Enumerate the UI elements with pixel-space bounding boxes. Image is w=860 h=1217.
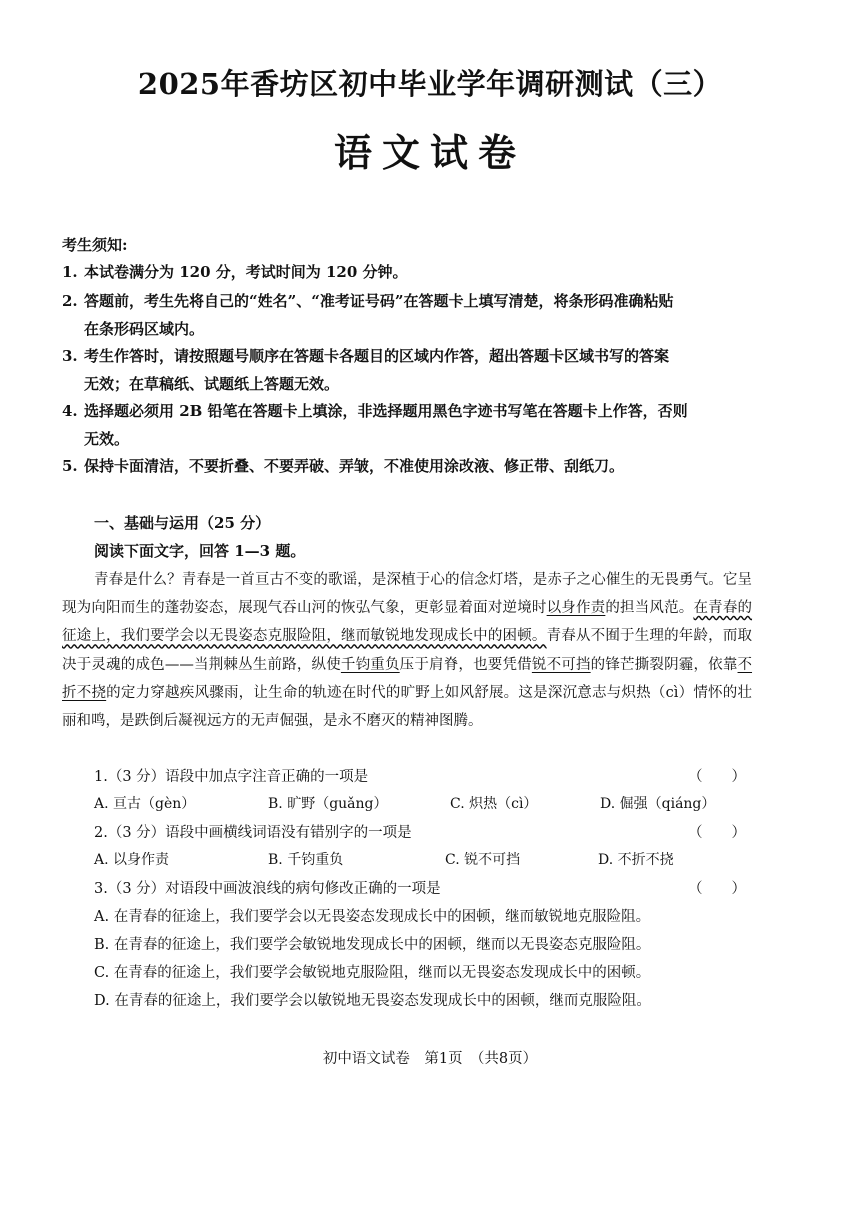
reading-passage: [62, 566, 752, 735]
notice-item-text: 本试卷满分为 120 分，考试时间为 120 分钟。: [84, 263, 408, 281]
notice-item-number: 4.: [62, 402, 78, 420]
option-d: D. 在青春的征途上，我们要学会以敏锐地无畏姿态发现成长中的困顿，继而克服险阻。: [94, 993, 651, 1009]
notice-item-number: 5.: [62, 457, 78, 475]
notice-item-2: [62, 287, 762, 343]
notice-item-4: [62, 397, 762, 453]
notice-item-text: 保持卡面清洁，不要折叠、不要弄破、弄皱，不准使用涂改液、修正带、刮纸刀。: [84, 457, 625, 475]
question-2: [94, 821, 754, 842]
notice-item-text: 选择题必须用 2B 铅笔在答题卡上填涂，非选择题用黑色字迹书写笔在答题卡上作答，否则: [84, 402, 688, 420]
passage-text: 的锋芒撕裂阴霾，依靠: [590, 656, 738, 673]
notice-item-number: 3.: [62, 347, 78, 365]
question-3: [94, 877, 754, 898]
underlined-phrase: 不折不挠: [62, 656, 753, 701]
option-a: A. 以身作责: [94, 852, 170, 868]
notice-item-3: [62, 342, 762, 398]
option-a: A. 在青春的征途上，我们要学会以无畏姿态发现成长中的困顿，继而敏锐地克服险阻。: [94, 909, 651, 925]
option-d: D. 倔强（qiáng）: [600, 796, 716, 812]
exam-subject-title: 语文试卷: [333, 130, 526, 175]
passage-text: 的定力穿越疾风骤雨，让生命的轨迹在时代的旷野上如风舒展。这是深沉意志与炽热（cì）情怀的壮丽和鸣，是跌倒后凝视远方的无声倔强，是永不磨灭的精神图腾。: [62, 684, 752, 730]
underlined-phrase: 以身作责: [546, 600, 606, 617]
option-c: C. 锐不可挡: [445, 852, 521, 868]
passage-text: 压于肩脊，也要凭借: [399, 656, 532, 673]
notice-item-5: [62, 452, 762, 480]
passage-text: 青春从不囿于生理的年龄，而取决于灵魂的成色——当荆棘丛生前路，纵使: [62, 628, 753, 673]
question-stem: 3.（3 分）对语段中画波浪线的病句修改正确的一项是: [94, 881, 441, 897]
reading-instruction: 阅读下面文字，回答 1—3 题。: [94, 542, 306, 560]
notice-item-number: 2.: [62, 292, 78, 310]
notice-item-1: [62, 258, 762, 286]
question-stem: 2.（3 分）语段中画横线词语没有错别字的一项是: [94, 825, 412, 841]
question-stem: 1.（3 分）语段中加点字注音正确的一项是: [94, 769, 369, 785]
section-heading: 一、基础与运用（25 分）: [94, 514, 271, 532]
notice-item-text-cont: 无效。: [84, 430, 130, 448]
option-a: A. 亘古（gèn）: [94, 796, 196, 812]
passage-text: 的担当风范。: [605, 600, 694, 617]
wavy-underlined-sentence: 在青春的征途上，我们要学会以无畏姿态克服险阻，继而敏锐地发现成长中的困顿。: [62, 600, 753, 645]
option-d: D. 不折不挠: [598, 852, 674, 868]
notice-item-text: 答题前，考生先将自己的“姓名”、“准考证号码”在答题卡上填写清楚，将条形码准确粘贴: [84, 292, 674, 310]
question-1: [94, 765, 754, 786]
option-b: B. 旷野（guǎng）: [268, 796, 388, 812]
notice-item-number: 1.: [62, 263, 78, 281]
notice-item-text-cont: 无效；在草稿纸、试题纸上答题无效。: [84, 375, 340, 393]
passage-text: 青春是什么？青春是一首亘古不变的歌谣，是深植于心的信念灯塔，是赤子之心催生的无畏勇气。它呈现为向阳而生的蓬勃姿态，展现气吞山河的恢弘气象，更彰显着面对逆境时: [62, 572, 752, 617]
underlined-phrase: 千钧重负: [340, 656, 400, 673]
notice-item-text-cont: 在条形码区域内。: [84, 320, 205, 338]
page-footer: 初中语文试卷 第1页 （共8页）: [322, 1051, 538, 1067]
answer-parentheses: （ ）: [688, 881, 746, 897]
notice-item-text: 考生作答时，请按照题号顺序在答题卡各题目的区域内作答，超出答题卡区域书写的答案: [84, 347, 670, 365]
option-c: C. 在青春的征途上，我们要学会敏锐地克服险阻，继而以无畏姿态发现成长中的困顿。: [94, 965, 651, 981]
answer-parentheses: （ ）: [688, 825, 746, 841]
underlined-phrase: 锐不可挡: [531, 656, 591, 673]
answer-parentheses: （ ）: [688, 769, 746, 785]
option-b: B. 在青春的征途上，我们要学会敏锐地发现成长中的困顿，继而以无畏姿态克服险阻。: [94, 937, 651, 953]
exam-title: 2025年香坊区初中毕业学年调研测试（三）: [137, 67, 723, 101]
option-b: B. 千钧重负: [268, 852, 344, 868]
option-c: C. 炽热（cì）: [450, 796, 538, 812]
notice-heading: 考生须知:: [62, 236, 128, 254]
